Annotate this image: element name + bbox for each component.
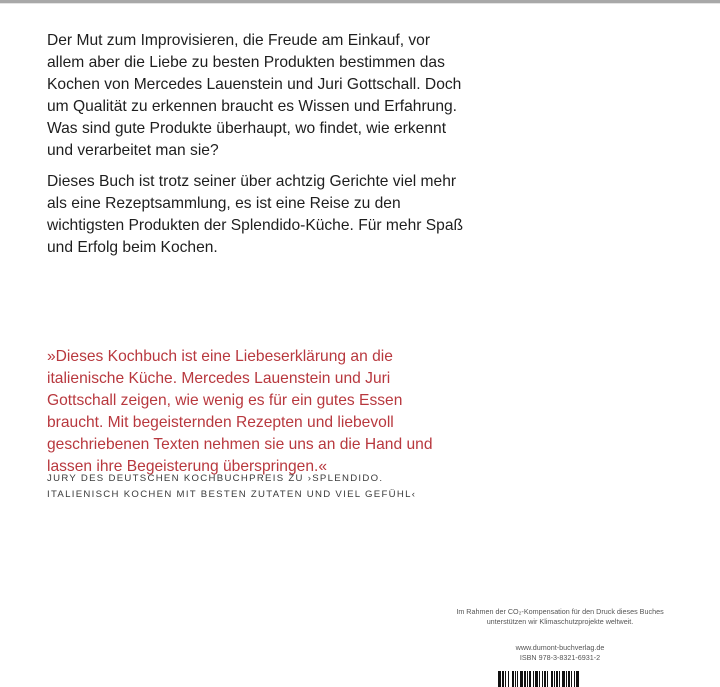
climate-notice-line-2: unterstützen wir Klimaschutzprojekte weltweit.: [486, 617, 634, 626]
jury-quote: »Dieses Kochbuch ist eine Liebeserklärung an die italienische Küche. Mercedes Lauenstein und Juri Gottschall zeigen, wie wenig es für ein gutes Essen braucht. Mit begeisternden Rezepten und liebevoll geschriebenen Texten nehmen sie uns an die Hand und lassen ihre Begeisterung überspringen.«: [47, 348, 433, 475]
blurb-paragraph-2: Dieses Buch ist trotz seiner über achtzig Gerichte viel mehr als eine Rezeptsammlung, es ist eine Reise zu den wichtigsten Produkten der Splendido-Küche. Für mehr Spaß und Erfolg beim Kochen.: [47, 173, 464, 256]
quote-attribution: [47, 471, 427, 503]
blurb-paragraph-1: Der Mut zum Improvisieren, die Freude am Einkauf, vor allem aber die Liebe zu besten Produkten bestimmen das Kochen von Mercedes Lauenstein und Juri Gottschall. Doch um Qualität zu erkennen braucht es Wissen und Erfahrung. Was sind gute Produkte überhaupt, wo findet, wie erkennt und verarbeitet man sie?: [47, 32, 462, 159]
attribution-line-1: JURY DES DEUTSCHEN KOCHBUCHPREIS ZU ›SPLENDIDO.: [47, 473, 384, 484]
blurb: [47, 30, 467, 268]
publisher-credits: [420, 607, 700, 663]
publisher-website: www.dumont-buchverlag.de: [515, 643, 605, 652]
top-edge-rule: [0, 0, 720, 4]
isbn: ISBN 978-3-8321-6931-2: [519, 653, 601, 662]
climate-notice: [420, 607, 700, 627]
barcode-icon: [498, 671, 580, 687]
attribution-line-2: ITALIENISCH KOCHEN MIT BESTEN ZUTATEN UND VIEL GEFÜHL‹: [47, 489, 417, 500]
barcode-space: [579, 671, 580, 687]
climate-notice-line-1: Im Rahmen der CO₂-Kompensation für den Druck dieses Buches: [456, 607, 664, 616]
